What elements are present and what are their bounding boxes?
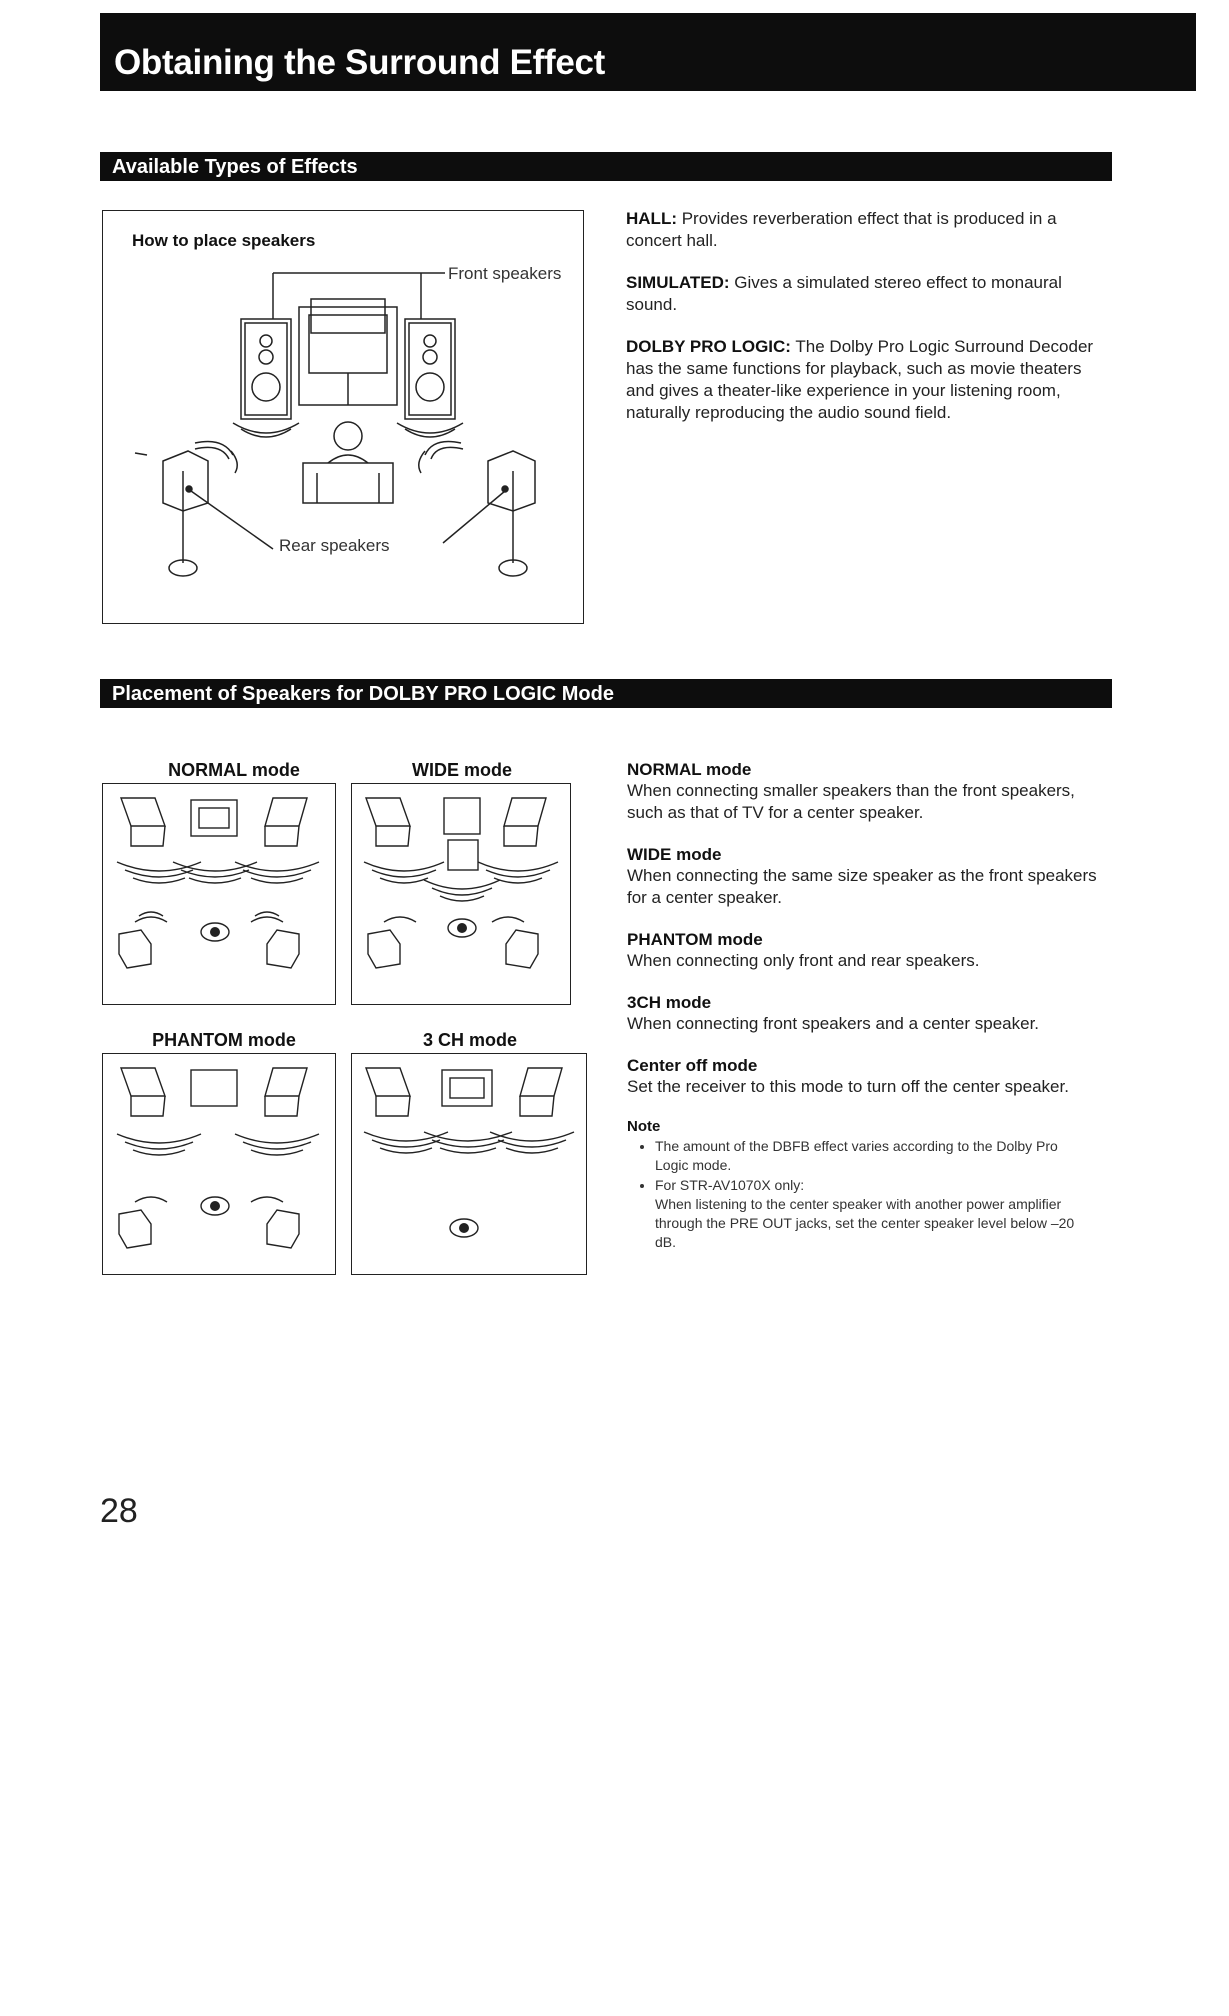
note-item bbox=[655, 1176, 1095, 1252]
effect-description-hall bbox=[626, 208, 1096, 252]
effect-term: DOLBY PRO LOGIC: bbox=[626, 337, 791, 356]
mode-3ch bbox=[627, 993, 1107, 1035]
diagram-caption-3ch: 3 CH mode bbox=[422, 1030, 518, 1050]
diagram-normal-mode bbox=[102, 783, 336, 1005]
mode-wide bbox=[627, 845, 1107, 909]
phantom-mode-illustration bbox=[103, 1054, 335, 1274]
effect-description-dolby-pro-logic bbox=[626, 336, 1104, 424]
3ch-mode-illustration bbox=[352, 1054, 586, 1274]
effect-text: Provides reverberation effect that is produced in a concert hall. bbox=[626, 209, 1057, 250]
mode-center-off bbox=[627, 1056, 1107, 1098]
mode-text: When connecting front speakers and a center speaker. bbox=[627, 1014, 1040, 1033]
effect-text: Gives a simulated stereo effect to monaural sound. bbox=[626, 273, 1062, 314]
note-item: • The amount of the DBFB effect varies according to the Dolby Pro Logic mode. bbox=[655, 1137, 1095, 1175]
mode-name: 3CH mode bbox=[627, 993, 712, 1012]
mode-text: When connecting only front and rear speakers. bbox=[627, 951, 980, 970]
section-heading-available-effects bbox=[100, 152, 1112, 181]
diagram-wide-mode bbox=[351, 783, 571, 1005]
note-item-detail: When listening to the center speaker with another power amplifier through the PRE OUT jacks, set the center speaker level below –20 dB. bbox=[655, 1196, 1075, 1250]
note-label: Note bbox=[627, 1118, 661, 1135]
page-title: Obtaining the Surround Effect bbox=[114, 43, 606, 82]
mode-text: When connecting smaller speakers than the front speakers, such as that of TV for a center speaker. bbox=[627, 781, 1075, 822]
section-heading-text: Available Types of Effects bbox=[112, 156, 358, 178]
page-title-bar bbox=[100, 13, 1196, 91]
diagram-caption-wide: WIDE mode bbox=[411, 760, 512, 780]
front-speakers-label: Front speakers bbox=[448, 264, 562, 283]
note-block bbox=[627, 1118, 1107, 1252]
effect-description-simulated bbox=[626, 272, 1096, 316]
diagram-caption-normal: NORMAL mode bbox=[168, 760, 300, 780]
note-item-heading: For STR-AV1070X only: bbox=[655, 1177, 805, 1193]
mode-normal bbox=[627, 760, 1107, 824]
mode-descriptions bbox=[627, 760, 1107, 1253]
mode-phantom bbox=[627, 930, 1107, 972]
effect-term: SIMULATED: bbox=[626, 273, 730, 292]
mode-name: NORMAL mode bbox=[627, 760, 752, 779]
mode-text: Set the receiver to this mode to turn off the center speaker. bbox=[627, 1077, 1069, 1096]
effect-term: HALL: bbox=[626, 209, 677, 228]
mode-name: WIDE mode bbox=[627, 845, 722, 864]
section-heading-placement bbox=[100, 679, 1112, 708]
diagram-phantom-mode bbox=[102, 1053, 336, 1275]
note-list bbox=[627, 1137, 1095, 1252]
diagram-title: How to place speakers bbox=[132, 231, 316, 250]
wide-mode-illustration bbox=[352, 784, 570, 1004]
speaker-room-illustration bbox=[103, 211, 583, 623]
normal-mode-illustration bbox=[103, 784, 335, 1004]
diagram-3ch-mode bbox=[351, 1053, 587, 1275]
mode-name: PHANTOM mode bbox=[627, 930, 763, 949]
speaker-placement-diagram bbox=[102, 210, 584, 624]
effect-text: The Dolby Pro Logic Surround Decoder has the same functions for playback, such as movie theaters and gives a theater-like experience in your listening room, naturally reproducing the audio sound field. bbox=[626, 337, 1094, 422]
section-heading-text: Placement of Speakers for DOLBY PRO LOGIC Mode bbox=[112, 683, 614, 705]
mode-text: When connecting the same size speaker as the front speakers for a center speaker. bbox=[627, 866, 1097, 907]
rear-speakers-label: Rear speakers bbox=[279, 536, 390, 555]
mode-name: Center off mode bbox=[627, 1056, 758, 1075]
diagram-caption-phantom: PHANTOM mode bbox=[152, 1030, 296, 1050]
page-number: 28 bbox=[100, 1492, 138, 1530]
